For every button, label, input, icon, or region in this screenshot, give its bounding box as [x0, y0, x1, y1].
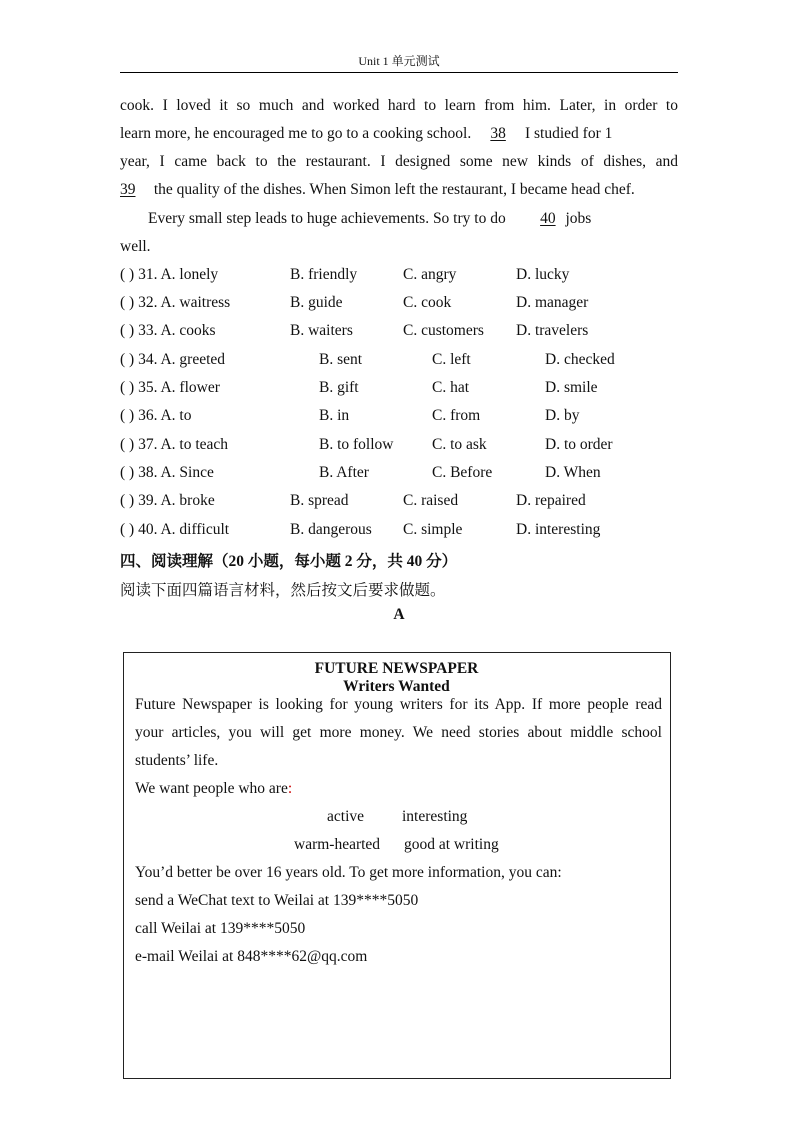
question-35-option-c: C. hat: [432, 379, 470, 396]
question-39-stem: ( ) 39. A. broke: [120, 492, 215, 509]
question-38-option-c: C. Before: [432, 464, 493, 481]
question-35-option-b: B. gift: [319, 379, 359, 396]
ad-contact-email: e-mail Weilai at 848****62@qq.com: [135, 948, 368, 965]
question-32-option-b: B. guide: [290, 294, 343, 311]
ad-contact-wechat: send a WeChat text to Weilai at 139****5050: [135, 892, 419, 909]
question-40-option-c: C. simple: [403, 521, 463, 538]
question-36-option-d: D. by: [545, 407, 580, 424]
ad-quality-warm-hearted: warm-hearted: [294, 836, 381, 853]
passage-line-1: cook. I loved it so much and worked hard to learn from him. Later, in order to: [120, 97, 678, 114]
passage-line-5-text-a: Every small step leads to huge achievements. So try to do: [148, 210, 506, 227]
question-38-option-b: B. After: [319, 464, 369, 481]
passage-line-2-text-a: learn more, he encouraged me to go to a cooking school.: [120, 125, 472, 142]
ad-paragraph-line-2: your articles, you will get more money. We need stories about middle school: [135, 724, 662, 741]
question-36-option-b: B. in: [319, 407, 350, 424]
blank-38: 38: [490, 125, 506, 142]
question-32-option-c: C. cook: [403, 294, 452, 311]
question-36-stem: ( ) 36. A. to: [120, 407, 192, 424]
question-33-option-b: B. waiters: [290, 322, 353, 339]
ad-quality-interesting: interesting: [402, 808, 468, 825]
section-heading: 四、阅读理解（20 小题，每小题 2 分，共 40 分）: [120, 553, 458, 570]
passage-line-4: [120, 181, 635, 199]
question-31-option-d: D. lucky: [516, 266, 570, 283]
question-39-option-b: B. spread: [290, 492, 349, 509]
question-37-stem: ( ) 37. A. to teach: [120, 436, 229, 453]
blank-39: 39: [120, 181, 136, 198]
advertisement-box: [123, 652, 671, 1079]
question-34-option-d: D. checked: [545, 351, 615, 368]
ad-subtitle: Writers Wanted: [343, 678, 450, 695]
question-39-option-d: D. repaired: [516, 492, 586, 509]
passage-line-4-text: the quality of the dishes. When Simon left the restaurant, I became head chef.: [153, 181, 635, 198]
question-36-option-c: C. from: [432, 407, 481, 424]
ad-quality-active: active: [327, 808, 365, 825]
question-32-option-d: D. manager: [516, 294, 589, 311]
question-34-option-b: B. sent: [319, 351, 363, 368]
passage-line-5: [148, 210, 591, 228]
question-39-option-c: C. raised: [403, 492, 459, 509]
passage-line-2: [120, 125, 612, 143]
question-32-stem: ( ) 32. A. waitress: [120, 294, 231, 311]
ad-title: FUTURE NEWSPAPER: [314, 660, 479, 677]
section-instruction: 阅读下面四篇语言材料，然后按文后要求做题。: [120, 582, 446, 599]
question-35-option-d: D. smile: [545, 379, 598, 396]
question-35-stem: ( ) 35. A. flower: [120, 379, 220, 396]
ad-paragraph-line-3: students’ life.: [135, 752, 219, 769]
part-label: A: [393, 606, 405, 623]
ad-age-line: You’d better be over 16 years old. To get more information, you can:: [135, 864, 562, 881]
question-37-option-c: C. to ask: [432, 436, 487, 453]
passage-line-6: well.: [120, 238, 151, 255]
question-40-option-d: D. interesting: [516, 521, 601, 538]
question-38-option-d: D. When: [545, 464, 601, 481]
question-31-stem: ( ) 31. A. lonely: [120, 266, 219, 283]
ad-contact-phone: call Weilai at 139****5050: [135, 920, 306, 937]
blank-40: 40: [540, 210, 556, 227]
question-33-stem: ( ) 33. A. cooks: [120, 322, 216, 339]
ad-want-colon: :: [287, 780, 293, 797]
passage-line-5-text-b: jobs: [565, 210, 592, 227]
passage-line-3: year, I came back to the restaurant. I designed some new kinds of dishes, and: [120, 153, 678, 170]
question-31-option-b: B. friendly: [290, 266, 358, 283]
question-33-option-c: C. customers: [403, 322, 484, 339]
ad-quality-good-at-writing: good at writing: [404, 836, 499, 853]
question-38-stem: ( ) 38. A. Since: [120, 464, 214, 481]
page-header: Unit 1 单元测试: [120, 52, 678, 73]
question-31-option-c: C. angry: [403, 266, 457, 283]
question-34-option-c: C. left: [432, 351, 471, 368]
question-40-stem: ( ) 40. A. difficult: [120, 521, 230, 538]
question-37-option-d: D. to order: [545, 436, 613, 453]
question-37-option-b: B. to follow: [319, 436, 394, 453]
ad-want-text: We want people who are: [135, 780, 288, 797]
ad-paragraph-line-1: Future Newspaper is looking for young writers for its App. If more people read: [135, 696, 662, 713]
question-34-stem: ( ) 34. A. greeted: [120, 351, 226, 368]
question-40-option-b: B. dangerous: [290, 521, 372, 538]
ad-want-line: [135, 780, 292, 798]
passage-line-2-text-b: I studied for 1: [524, 125, 613, 142]
question-33-option-d: D. travelers: [516, 322, 589, 339]
